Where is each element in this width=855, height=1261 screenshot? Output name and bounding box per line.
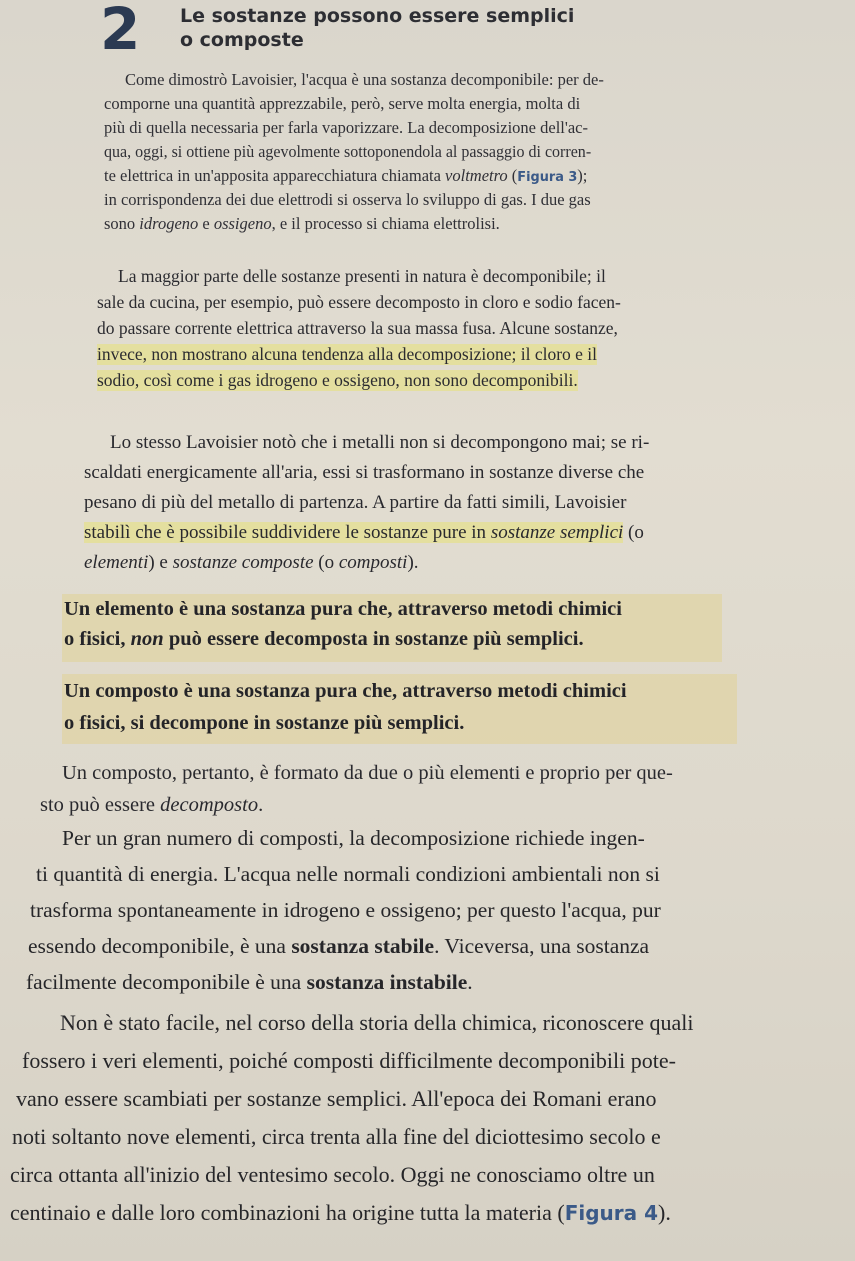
section-number: 2	[100, 0, 141, 63]
text-line: qua, oggi, si ottiene più agevolmente sottoponendola al passaggio di corren-	[104, 142, 592, 161]
section-title-line-1: Le sostanze possono essere semplici	[180, 5, 575, 27]
text-line: sto può essere decomposto.	[40, 794, 264, 816]
highlighted-text-line: invece, non mostrano alcuna tendenza alla decomposizione; il cloro e il	[97, 344, 598, 364]
definition-line: o fisici, si decompone in sostanze più semplici.	[64, 712, 465, 734]
text-line: do passare corrente elettrica attraverso la sua massa fusa. Alcune sostanze,	[97, 318, 618, 338]
text-line: stabilì che è possibile suddividere le sostanze pure in sostanze semplici (o	[84, 522, 644, 543]
text-line: centinaio e dalle loro combinazioni ha origine tutta la materia (Figura 4).	[10, 1200, 671, 1225]
text-line: trasforma spontaneamente in idrogeno e ossigeno; per questo l'acqua, pur	[30, 898, 661, 922]
text-line: pesano di più del metallo di partenza. A partire da fatti simili, Lavoisier	[84, 492, 627, 513]
text-line: comporne una quantità apprezzabile, però, serve molta energia, molta di	[104, 94, 581, 113]
text-line: più di quella necessaria per farla vaporizzare. La decomposizione dell'ac-	[104, 118, 588, 137]
text-line: ti quantità di energia. L'acqua nelle normali condizioni ambientali non si	[36, 862, 660, 886]
text-line: fossero i veri elementi, poiché composti difficilmente decomponibili pote-	[22, 1048, 676, 1073]
definition-compound-box	[62, 674, 737, 744]
figure-reference[interactable]: Figura 4	[564, 1201, 658, 1225]
text-line: facilmente decomponibile è una sostanza instabile.	[26, 970, 473, 994]
text-line: sale da cucina, per esempio, può essere decomposto in cloro e sodio facen-	[97, 292, 621, 312]
definition-line: Un composto è una sostanza pura che, attraverso metodi chimici	[64, 680, 627, 702]
text-line: Lo stesso Lavoisier notò che i metalli non si decompongono mai; se ri-	[110, 432, 650, 453]
text-line: Un composto, pertanto, è formato da due o più elementi e proprio per que-	[62, 762, 673, 784]
text-line: scaldati energicamente all'aria, essi si trasformano in sostanze diverse che	[84, 462, 645, 483]
text-line: Come dimostrò Lavoisier, l'acqua è una sostanza decomponibile: per de-	[125, 70, 604, 89]
text-line: circa ottanta all'inizio del ventesimo secolo. Oggi ne conosciamo oltre un	[10, 1162, 655, 1187]
definition-line: Un elemento è una sostanza pura che, attraverso metodi chimici	[64, 598, 622, 620]
text-line: La maggior parte delle sostanze presenti in natura è decomponibile; il	[118, 266, 606, 286]
text-line: te elettrica in un'apposita apparecchiatura chiamata voltmetro (Figura 3);	[104, 166, 588, 185]
definition-element-box	[62, 594, 722, 662]
text-line: sono idrogeno e ossigeno, e il processo si chiama elettrolisi.	[104, 214, 500, 233]
text-line: essendo decomponibile, è una sostanza stabile. Viceversa, una sostanza	[28, 934, 650, 958]
text-line: noti soltanto nove elementi, circa trenta alla fine del diciottesimo secolo e	[12, 1124, 661, 1149]
text-line: Non è stato facile, nel corso della storia della chimica, riconoscere quali	[60, 1010, 694, 1035]
definition-line: o fisici, non può essere decomposta in sostanze più semplici.	[64, 628, 584, 650]
figure-reference[interactable]: Figura 3	[517, 170, 578, 185]
section-title-line-2: o composte	[180, 29, 304, 51]
text-line: elementi) e sostanze composte (o composti).	[84, 552, 419, 573]
highlighted-text-line: sodio, così come i gas idrogeno e ossigeno, non sono decomponibili.	[97, 370, 578, 390]
section-title	[180, 4, 574, 52]
text-line: Per un gran numero di composti, la decomposizione richiede ingen-	[62, 826, 645, 850]
text-line: vano essere scambiati per sostanze semplici. All'epoca dei Romani erano	[16, 1086, 657, 1111]
text-line: in corrispondenza dei due elettrodi si osserva lo sviluppo di gas. I due gas	[104, 190, 591, 209]
